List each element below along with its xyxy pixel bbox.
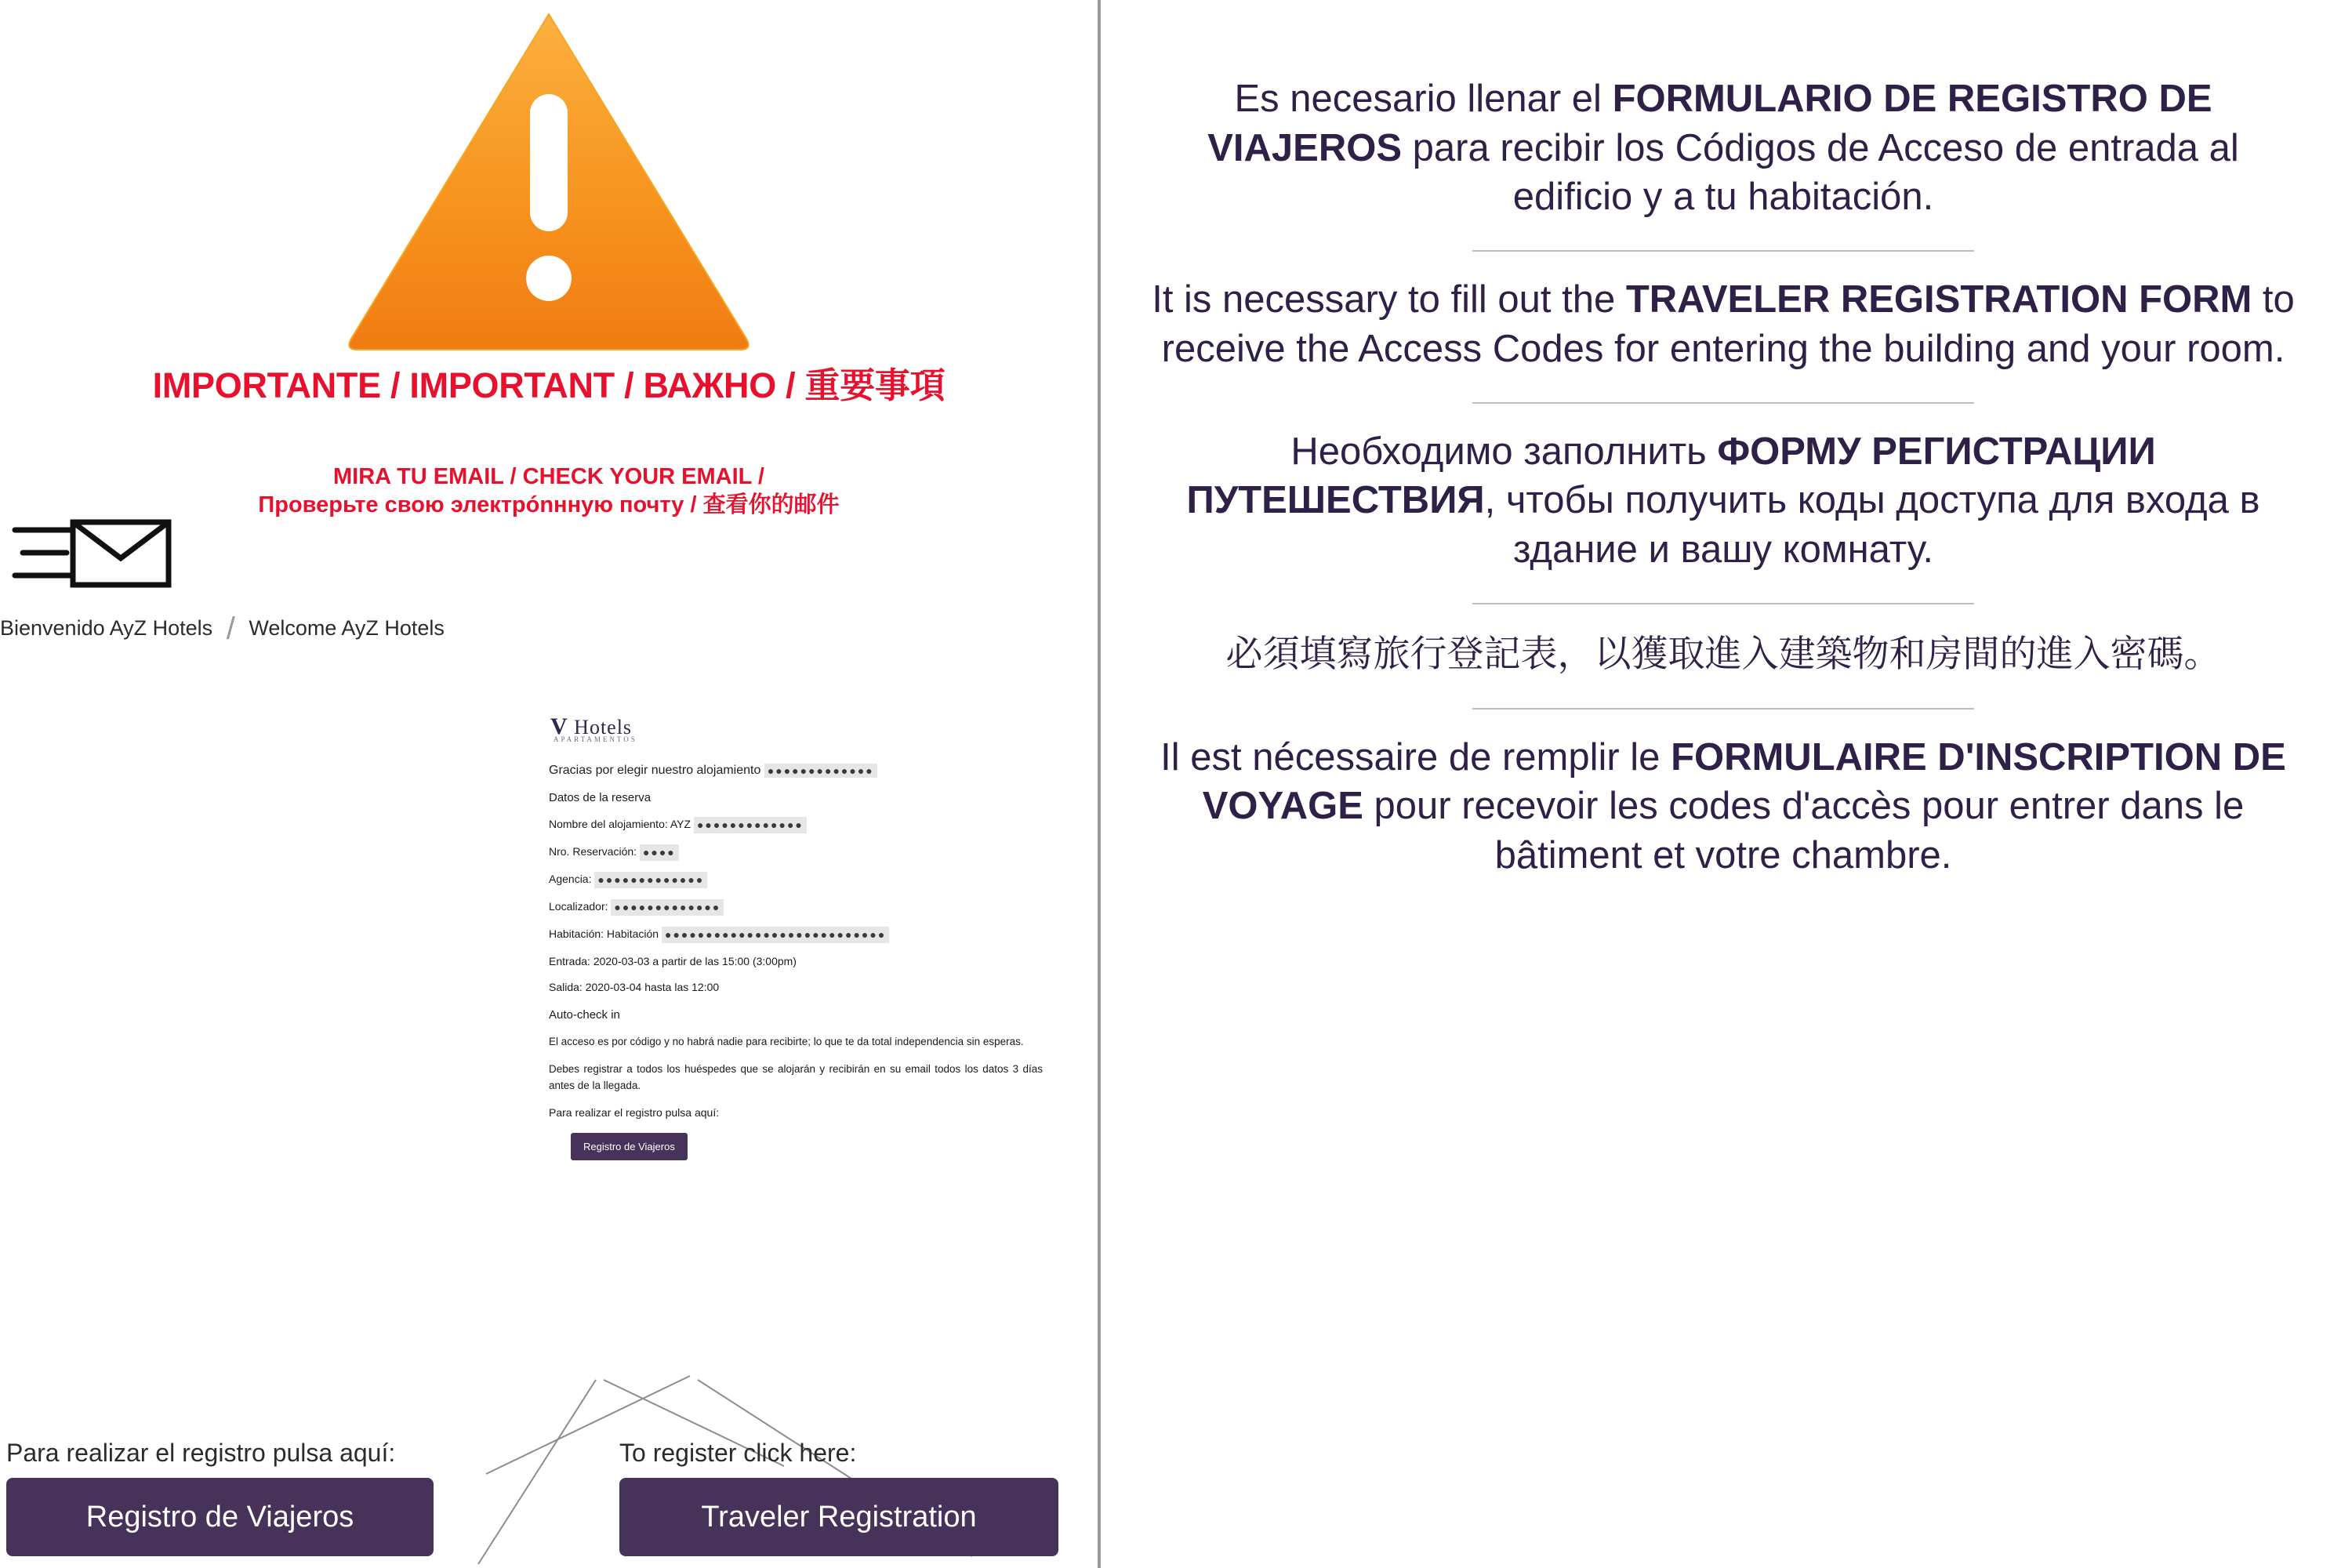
mock-field-label: Localizador: <box>549 900 608 913</box>
mock-field <box>549 927 1066 943</box>
mock-field-value: ●●●●●●●●●●●●● <box>611 899 724 916</box>
mock-field-label: Nro. Reservación: <box>549 845 637 858</box>
mock-field <box>549 899 1066 916</box>
paragraph-en <box>1145 275 2302 373</box>
envelope-icon <box>12 510 176 596</box>
traveler-registration-button[interactable]: Traveler Registration <box>619 1478 1058 1556</box>
mock-greeting-redacted: ●●●●●●●●●●●●● <box>764 764 877 778</box>
mock-section-title: Datos de la reserva <box>549 791 652 805</box>
mock-field-value: ●●●● <box>640 844 679 861</box>
separator-rule <box>1472 250 1974 252</box>
paragraph-zh: 必須填寫旅行登記表，以獲取進入建築物和房間的進入密碼。 <box>1225 632 2221 674</box>
mock-field-value: ●●●●●●●●●●●●●●●●●●●●●●●●●●● <box>662 927 889 943</box>
mock-paragraph-1: El acceso es por código y no habrá nadie para recibirte; lo que te da total independencia sin esperas. <box>549 1035 1024 1047</box>
paragraph-es-part: para recibir los Códigos de Acceso de entrada al edificio y a tu habitación. <box>1402 126 2239 219</box>
mock-greeting-text: Gracias por elegir nuestro alojamiento <box>549 764 761 778</box>
mock-field-value: ●●●●●●●●●●●●● <box>694 817 807 833</box>
mock-field-label: Agencia: <box>549 873 592 886</box>
slash-separator: / <box>226 612 235 646</box>
separator-rule <box>1472 603 1974 604</box>
welcome-line <box>0 608 549 646</box>
cta-label-row <box>0 1439 1098 1470</box>
mock-field <box>549 872 1066 888</box>
separator-rule <box>1472 402 1974 404</box>
hotel-logo-subtitle: APARTAMENTOS <box>554 735 637 743</box>
paragraph-ru-part: , чтобы получить коды доступа для входа в здание и вашу комнату. <box>1484 479 2260 572</box>
paragraph-es <box>1145 74 2302 222</box>
paragraph-en-part: It is necessary to fill out the <box>1152 278 1626 321</box>
paragraph-fr-part: pour recevoir les codes d'accès pour entrer dans le bâtiment et votre chambre. <box>1363 785 2245 877</box>
mock-field-value: ●●●●●●●●●●●●● <box>594 872 707 888</box>
registro-de-viajeros-button[interactable]: Registro de Viajeros <box>6 1478 434 1556</box>
check-email-line-1: MIRA TU EMAIL / CHECK YOUR EMAIL / <box>333 464 764 489</box>
paragraph-en-strong: TRAVELER REGISTRATION FORM <box>1625 278 2252 321</box>
right-panel <box>1098 0 2349 1568</box>
separator-rule <box>1472 708 1974 710</box>
mock-paragraph-2: Debes registrar a todos los huéspedes que se alojarán y recibirán en su email todos los datos 3 días antes de la llegada. <box>549 1062 1043 1091</box>
mock-field <box>549 844 1066 861</box>
mock-checkin-date: Entrada: 2020-03-03 a partir de las 15:00 (3:00pm) <box>549 954 797 967</box>
paragraph-fr-part: Il est nécessaire de remplir le <box>1160 735 1671 779</box>
mock-field-label: Habitación: Habitación <box>549 927 659 941</box>
mock-cta-label: Para realizar el registro pulsa aquí: <box>549 1105 720 1119</box>
hotel-logo-text: Hotels <box>574 716 633 739</box>
check-email-line-2: Проверьте свою электрónнную почту / 查看你的邮件 <box>258 492 840 518</box>
mock-field-label: Nombre del alojamiento: AYZ <box>549 818 691 831</box>
warning-triangle-icon <box>345 0 753 353</box>
check-email-notice <box>0 463 1098 520</box>
welcome-en: Welcome AyZ Hotels <box>249 616 445 640</box>
cta-label-en: To register click here: <box>619 1439 857 1467</box>
paragraph-es-part: Es necesario llenar el <box>1234 78 1613 120</box>
headline-important: IMPORTANTE / IMPORTANT / ВАЖНО / 重要事項 <box>152 365 946 405</box>
email-screenshot-mock <box>549 713 1066 1160</box>
paragraph-ru <box>1145 427 2302 575</box>
cta-label-es: Para realizar el registro pulsa aquí: <box>6 1439 396 1467</box>
paragraph-es-strong: FORMULARIO DE REGISTRO DE VIAJEROS <box>1207 78 2212 169</box>
hotel-logo: V Hotels APARTAMENTOS <box>550 713 1066 743</box>
mock-checkout-date: Salida: 2020-03-04 hasta las 12:00 <box>549 980 720 993</box>
paragraph-fr <box>1145 733 2302 880</box>
mock-field <box>549 817 1066 833</box>
mock-autocheckin-title: Auto-check in <box>549 1007 620 1022</box>
left-panel <box>0 0 1098 1568</box>
paragraph-fr-strong: FORMULAIRE D'INSCRIPTION DE VOYAGE <box>1202 735 2286 828</box>
paragraph-ru-strong: ФОРМУ РЕГИСТРАЦИИ ПУТЕШЕСТВИЯ <box>1186 430 2156 522</box>
paragraph-ru-part: Необходимо заполнить <box>1290 430 1718 473</box>
welcome-es: Bienvenido AyZ Hotels <box>0 616 213 640</box>
paragraph-en-part: to receive the Access Codes for entering the building and your room. <box>1161 278 2295 370</box>
mock-greeting <box>549 764 1066 778</box>
mock-registro-viajeros-button[interactable]: Registro de Viajeros <box>571 1133 688 1160</box>
